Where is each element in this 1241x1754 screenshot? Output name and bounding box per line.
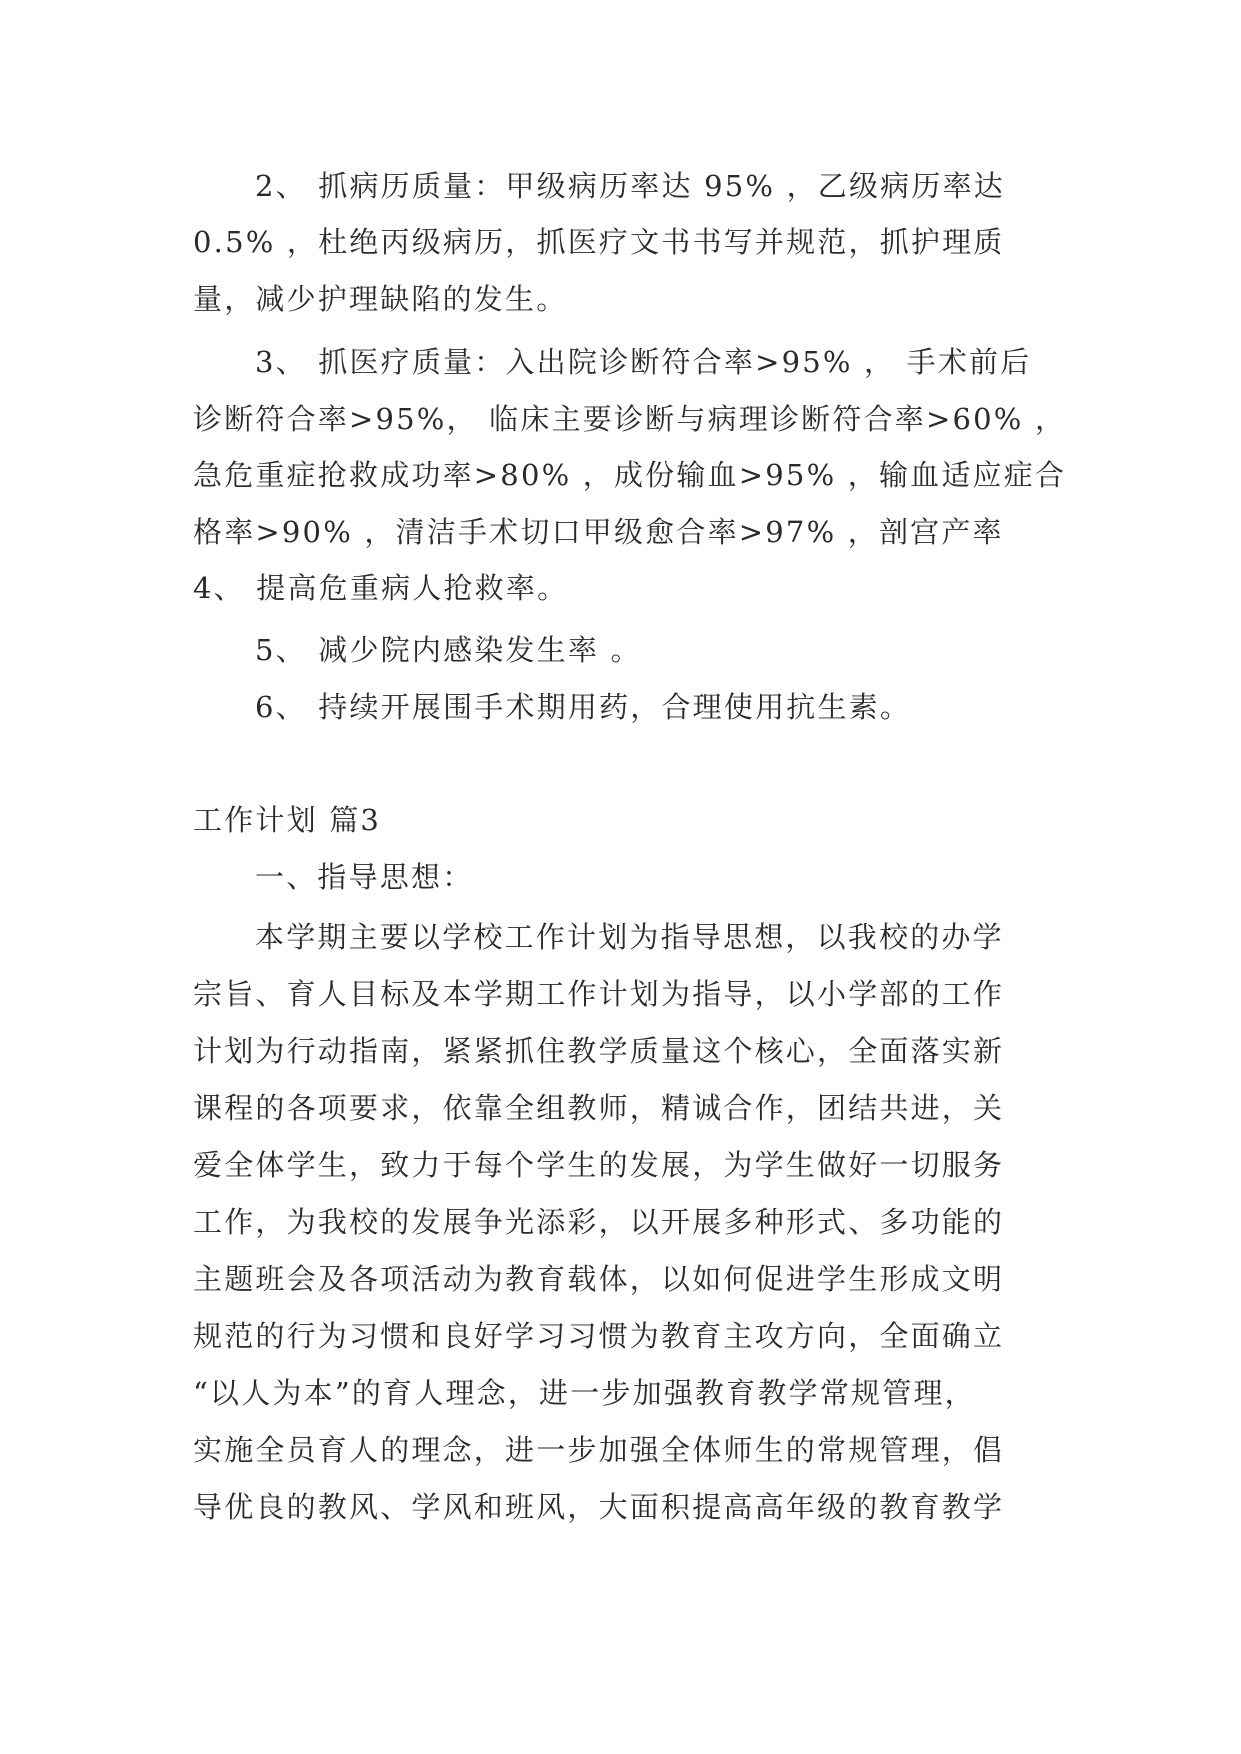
text-line: 课程的各项要求，依靠全组教师，精诚合作，团结共进，关	[193, 1091, 1005, 1125]
text-line: 6、 持续开展围手术期用药，合理使用抗生素。	[255, 690, 912, 724]
text-line: 爱全体学生，致力于每个学生的发展，为学生做好一切服务	[193, 1148, 1005, 1182]
text-line: 主题班会及各项活动为教育载体，以如何促进学生形成文明	[193, 1262, 1005, 1296]
text-line: 5、 减少院内感染发生率 。	[255, 633, 642, 667]
subheading: 一、指导思想：	[255, 860, 474, 894]
text-line: 急危重症抢救成功率>80% ，成份输血>95% ，输血适应症合	[193, 458, 1067, 492]
text-line: 宗旨、育人目标及本学期工作计划为指导，以小学部的工作	[193, 977, 1005, 1011]
text-line: 4、 提高危重病人抢救率。	[193, 571, 569, 605]
text-line: 实施全员育人的理念，进一步加强全体师生的常规管理，倡	[193, 1433, 1005, 1467]
text-line: 2、 抓病历质量：甲级病历率达 95% ，乙级病历率达	[255, 169, 1005, 203]
text-line: 0.5% ，杜绝丙级病历，抓医疗文书书写并规范，抓护理质	[193, 225, 1005, 259]
text-line: 诊断符合率>95%， 临床主要诊断与病理诊断符合率>60% ，	[193, 402, 1067, 436]
section-heading: 工作计划 篇3	[193, 803, 382, 837]
text-line: 规范的行为习惯和良好学习习惯为教育主攻方向，全面确立	[193, 1319, 1005, 1353]
text-line: 工作，为我校的发展争光添彩，以开展多种形式、多功能的	[193, 1205, 1005, 1239]
text-line: 计划为行动指南，紧紧抓住教学质量这个核心，全面落实新	[193, 1034, 1005, 1068]
text-line: 量，减少护理缺陷的发生。	[193, 282, 568, 316]
text-line: 导优良的教风、学风和班风，大面积提高高年级的教育教学	[193, 1490, 1005, 1524]
text-line: “以人为本”的育人理念，进一步加强教育教学常规管理，	[193, 1376, 976, 1410]
text-line: 3、 抓医疗质量：入出院诊断符合率>95% ， 手术前后	[255, 345, 1032, 379]
text-line: 格率>90% ，清洁手术切口甲级愈合率>97% ，剖宫产率	[193, 515, 1004, 549]
text-line: 本学期主要以学校工作计划为指导思想，以我校的办学	[255, 920, 1004, 954]
